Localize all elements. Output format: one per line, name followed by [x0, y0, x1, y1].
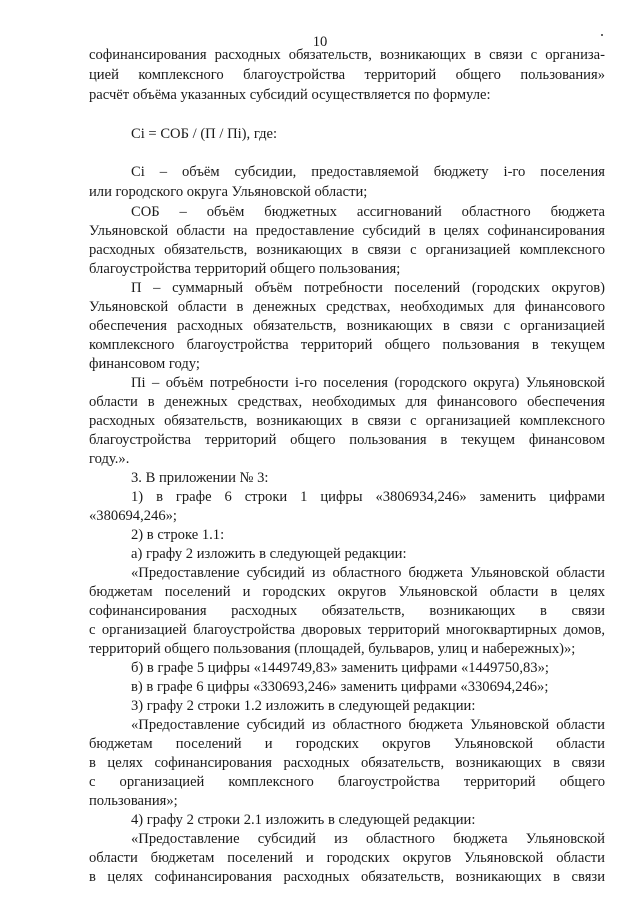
text-line: «Предоставление субсидий из областного бюджета Ульяновской области — [131, 565, 605, 581]
text-line: СОБ – объём бюджетных ассигнований областного бюджета — [131, 204, 605, 220]
text-line: с организацией комплексного благоустройства территорий общего — [89, 774, 605, 790]
text-line: «Предоставление субсидий из областного бюджета Ульяновской — [131, 831, 605, 847]
text-line: Пi – объём потребности i-го поселения (городского округа) Ульяновской — [131, 375, 605, 391]
text-line: комплексного благоустройства территорий общего пользования в текущем — [89, 337, 605, 353]
text-line: благоустройства территорий общего пользования; — [89, 261, 401, 277]
text-line: области в денежных средствах, необходимых для финансового обеспечения — [89, 394, 605, 410]
text-line: софинансирования расходных обязательств, возникающих в связи — [89, 603, 605, 619]
text-line: расчёт объёма указанных субсидий осуществляется по формуле: — [89, 87, 491, 103]
text-line: 2) в строке 1.1: — [131, 527, 225, 543]
text-line: с организацией благоустройства дворовых территорий многоквартирных домов, — [89, 622, 605, 638]
text-line: территорий общего пользования (площадей, бульваров, улиц и набережных)»; — [89, 641, 576, 657]
text-line: цией комплексного благоустройства территорий общего пользования» — [89, 67, 605, 83]
text-line: области бюджетам поселений и городских округов Ульяновской области — [89, 850, 605, 866]
text-line: а) графу 2 изложить в следующей редакции: — [131, 546, 407, 562]
text-line: Сi = СОБ / (П / Пi), где: — [131, 126, 278, 142]
text-line: 3) графу 2 строки 1.2 изложить в следующей редакции: — [131, 698, 476, 714]
text-line: финансовом году; — [89, 356, 200, 372]
text-line: расходных обязательств, возникающих в связи с организацией комплексного — [89, 413, 605, 429]
text-line: в целях софинансирования расходных обязательств, возникающих в связи — [89, 755, 605, 771]
text-line: расходных обязательств, возникающих в связи с организацией комплексного — [89, 242, 605, 258]
text-line: Ульяновской области в денежных средствах, необходимых для финансового — [89, 299, 605, 315]
text-line: Ульяновской области на предоставление субсидий в целях софинансирования — [89, 223, 605, 239]
text-line: б) в графе 5 цифры «1449749,83» заменить цифрами «1449750,83»; — [131, 660, 549, 676]
text-line: П – суммарный объём потребности поселений (городских округов) — [131, 280, 605, 296]
text-line: бюджетам поселений и городских округов Ульяновской области в целях — [89, 584, 605, 600]
text-line: в) в графе 6 цифры «330693,246» заменить цифрами «330694,246»; — [131, 679, 549, 695]
text-line: «380694,246»; — [89, 508, 177, 524]
text-line: 3. В приложении № 3: — [131, 470, 269, 486]
text-line: году.». — [89, 451, 130, 467]
text-line: или городского округа Ульяновской области; — [89, 184, 368, 200]
text-line: благоустройства территорий общего пользования в текущем финансовом — [89, 432, 605, 448]
page-number: 10 — [312, 34, 328, 50]
text-line: обеспечения расходных обязательств, возникающих в связи с организацией — [89, 318, 605, 334]
text-line: бюджетам поселений и городских округов Ульяновской области — [89, 736, 605, 752]
text-line: 4) графу 2 строки 2.1 изложить в следующей редакции: — [131, 812, 476, 828]
text-line: 1) в графе 6 строки 1 цифры «3806934,246» заменить цифрами — [131, 489, 605, 505]
scan-speck — [601, 34, 603, 36]
text-line: «Предоставление субсидий из областного бюджета Ульяновской области — [131, 717, 605, 733]
text-line: Сi – объём субсидии, предоставляемой бюджету i-го поселения — [131, 164, 605, 180]
text-line: софинансирования расходных обязательств, возникающих в связи с организа- — [89, 47, 605, 63]
text-line: пользования»; — [89, 793, 178, 809]
text-line: в целях софинансирования расходных обязательств, возникающих в связи — [89, 869, 605, 885]
